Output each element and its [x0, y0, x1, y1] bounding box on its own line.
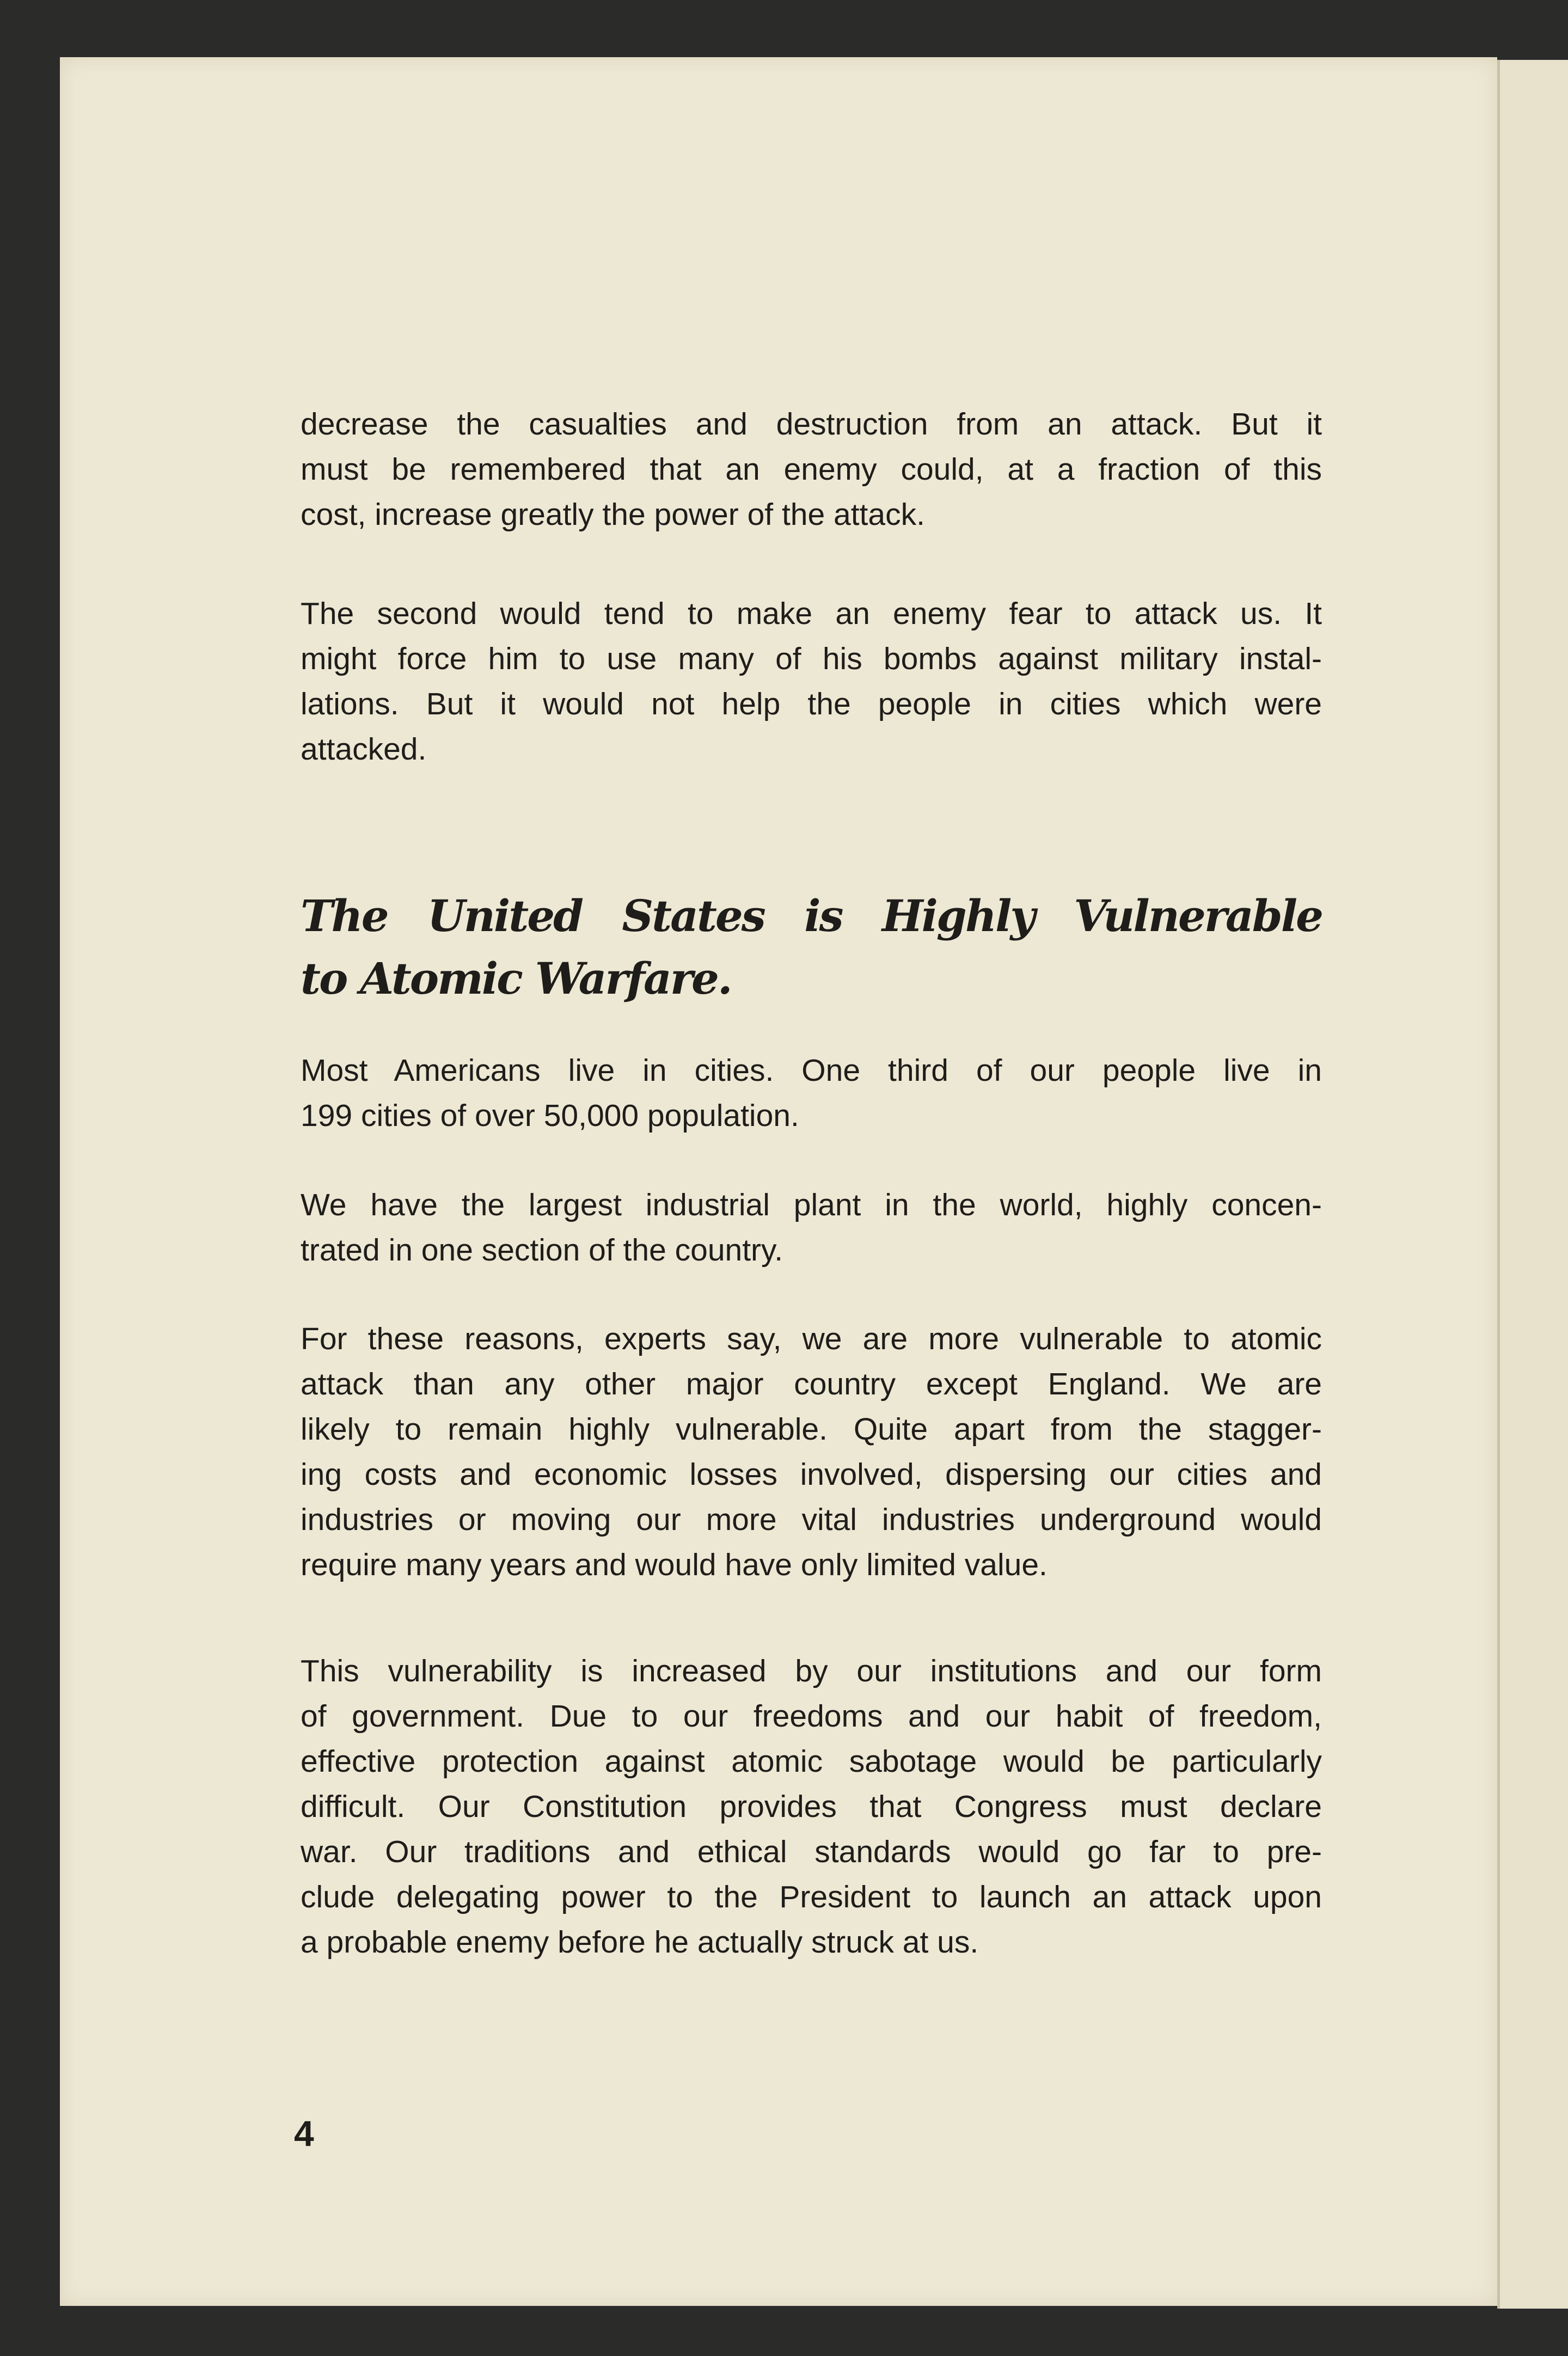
text-line: industries or moving our more vital industries underground would [301, 1502, 1322, 1537]
text-line: effective protection against atomic sabotage would be particularly [301, 1744, 1322, 1779]
paragraph-6 [301, 1649, 1322, 1965]
text-line: difficult. Our Constitution provides that Congress must declare [301, 1789, 1322, 1824]
text-line: Most Americans live in cities. One third of our people live in [301, 1053, 1322, 1088]
text-line: attack than any other major country except England. We are [301, 1367, 1322, 1402]
text-line: war. Our traditions and ethical standards would go far to pre- [301, 1834, 1322, 1869]
text-line: clude delegating power to the President to launch an attack upon [301, 1880, 1322, 1914]
text-line: lations. But it would not help the people in cities which were [301, 687, 1322, 721]
text-line: We have the largest industrial plant in the world, highly concen- [301, 1188, 1322, 1222]
paragraph-1 [301, 402, 1322, 537]
text-line: decrease the casualties and destruction from an attack. But it [301, 407, 1322, 442]
text-line: For these reasons, experts say, we are more vulnerable to atomic [301, 1321, 1322, 1356]
text-line: to Atomic Warfare. [301, 953, 731, 1004]
document-page [60, 57, 1497, 2306]
text-line: of government. Due to our freedoms and our habit of freedom, [301, 1699, 1322, 1734]
paragraph-5 [301, 1317, 1322, 1588]
paragraph-2 [301, 591, 1322, 772]
text-line: This vulnerability is increased by our institutions and our form [301, 1654, 1322, 1688]
text-line: attacked. [301, 732, 427, 767]
text-line: ing costs and economic losses involved, dispersing our cities and [301, 1457, 1322, 1492]
text-line: 199 cities of over 50,000 population. [301, 1098, 799, 1133]
page-number: 4 [294, 2113, 314, 2153]
text-line: likely to remain highly vulnerable. Quite apart from the stagger- [301, 1412, 1322, 1447]
section-heading [301, 885, 1322, 1010]
next-page-edge [1497, 60, 1568, 2309]
paragraph-4 [301, 1183, 1322, 1273]
text-line: might force him to use many of his bombs against military instal- [301, 641, 1322, 676]
text-line: cost, increase greatly the power of the attack. [301, 497, 925, 532]
text-line: trated in one section of the country. [301, 1233, 783, 1268]
text-line: must be remembered that an enemy could, at a fraction of this [301, 452, 1322, 487]
text-line: The second would tend to make an enemy fear to attack us. It [301, 596, 1322, 631]
text-line: a probable enemy before he actually struck at us. [301, 1925, 979, 1960]
paragraph-3 [301, 1048, 1322, 1139]
text-line: The United States is Highly Vulnerable [301, 890, 1322, 941]
text-line: require many years and would have only limited value. [301, 1547, 1048, 1582]
